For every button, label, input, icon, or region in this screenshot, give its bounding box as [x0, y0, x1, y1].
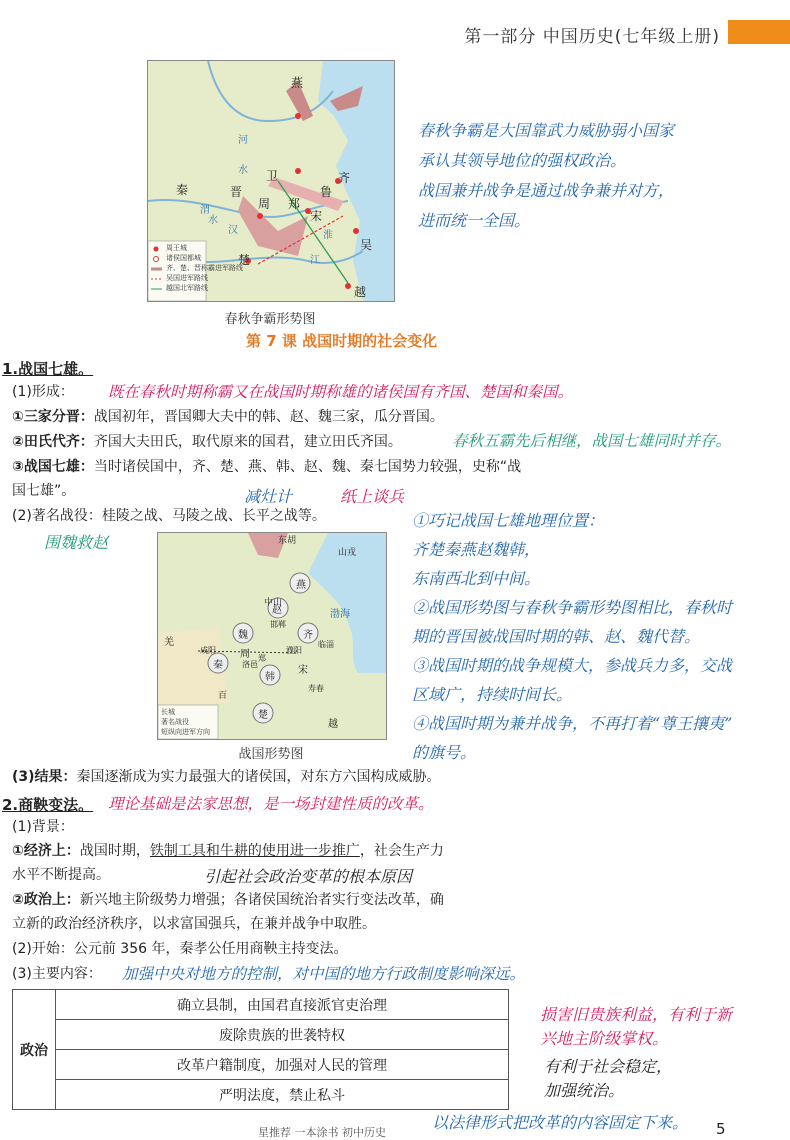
map2-label-zheng: 郑	[258, 654, 266, 663]
map2-label-shouchun: 寿春	[308, 684, 324, 693]
econ-label: ①经济上：	[12, 843, 80, 859]
table-row	[13, 990, 509, 1020]
footer-text: 星推荐 一本涂书 初中历史	[258, 1126, 386, 1139]
reform-table	[12, 989, 509, 1110]
note-top-line3: 战国兼并战争是通过战争兼并对方，	[418, 181, 675, 200]
map1-label-yue: 越	[354, 285, 367, 299]
battle-changping: 长平之战	[241, 508, 298, 524]
map1-river-he: 河	[238, 135, 248, 146]
map2-label-xianyang: 咸阳	[200, 646, 216, 655]
econ-text-c: ，社会生产力	[359, 843, 444, 859]
map2-label-luoyi: 洛邑	[242, 660, 258, 669]
map2-label-yan: 燕	[296, 580, 306, 591]
map2-label-qiang: 羌	[164, 637, 174, 648]
map2-legend-item: 短纵向进军方向	[161, 728, 210, 736]
formation-note: 既在春秋时期称霸又在战国时期称雄的诸侯国有齐国、楚国和秦国。	[108, 383, 574, 401]
map1-caption: 春秋争霸形势图	[224, 312, 316, 327]
table-category: 政治	[13, 990, 56, 1110]
section2-title: 2.商鞅变法。	[2, 796, 94, 814]
map1-legend-item: 周王城	[166, 244, 187, 252]
result-text: 秦国逐渐成为实力最强大的诸侯国，对东方六国构成威胁。	[76, 769, 441, 785]
note-right-2: 齐楚秦燕赵魏韩，	[412, 540, 541, 559]
note-huji-1: 有利于社会稳定，	[544, 1057, 673, 1076]
note-right-1: ①巧记战国七雄地理位置：	[412, 511, 605, 530]
note-nobles-1: 损害旧贵族利益，有利于新	[540, 1005, 733, 1024]
map1-legend-item: 越国北军路线	[166, 284, 208, 292]
table-cell: 确立县制，由国君直接派官吏治理	[56, 990, 509, 1020]
note-top-line1: 春秋争霸是大国靠武力威胁弱小国家	[418, 121, 675, 140]
start-line	[12, 940, 347, 959]
map2-label-handan: 邯郸	[270, 620, 286, 629]
item1-label: ①三家分晋：	[12, 409, 94, 425]
page-number: 5	[716, 1120, 726, 1138]
map2-label-chu: 楚	[258, 710, 268, 721]
econ-line	[12, 842, 444, 861]
note-right-9: 的旗号。	[412, 743, 477, 762]
map1-label-wu: 吴	[360, 238, 373, 252]
pol-text: 新兴地主阶级势力增强；各诸侯国统治者实行变法改革，确	[79, 892, 444, 908]
comma: 、	[227, 508, 242, 524]
note-zhi: 纸上谈兵	[340, 487, 405, 506]
map2-legend	[161, 707, 210, 737]
item2-line	[12, 433, 402, 452]
battle-maling: 马陵之战	[171, 508, 228, 524]
map1-river-jiang: 江	[310, 255, 320, 266]
map1-river-wei: 渭	[200, 205, 210, 216]
lesson-title: 第 7 课 战国时期的社会变化	[246, 332, 438, 350]
econ-text-b: 铁制工具和牛耕的使用进一步推广	[149, 843, 360, 859]
map2-label-han: 韩	[265, 672, 275, 683]
map1-legend-item: 诸侯国都城	[166, 254, 201, 262]
section1-title: 1.战国七雄。	[2, 360, 94, 378]
map1-river-han: 汉	[228, 225, 238, 236]
item2-label: ②田氏代齐：	[12, 434, 94, 450]
page-header-title: 第一部分 中国历史(七年级上册)	[464, 27, 720, 47]
content-label: (3)主要内容：	[12, 966, 102, 982]
note-law: 以法律形式把改革的内容固定下来。	[432, 1113, 689, 1132]
content-note: 加强中央对地方的控制，对中国的地方行政制度影响深远。	[122, 965, 526, 983]
note-right-7: 区域广，持续时间长。	[412, 685, 573, 704]
item3-label: ③战国七雄：	[12, 459, 94, 475]
map2-label-zhao: 赵	[272, 605, 282, 616]
note-right-3: 东南西北到中间。	[412, 569, 541, 588]
map1-label-song: 宋	[310, 209, 323, 223]
map1-label-lu: 鲁	[320, 185, 333, 199]
item1-text: 战国初年，晋国卿大夫中的韩、赵、魏三家，瓜分晋国。	[93, 409, 444, 425]
map2-label-bai: 百	[218, 691, 228, 701]
map2-label-qin: 秦	[213, 660, 223, 671]
formation-label: (1)形成：	[12, 384, 74, 400]
section2-title-note: 理论基础是法家思想，是一场封建性质的改革。	[108, 795, 434, 813]
map2-label-linzi: 临淄	[318, 640, 334, 649]
note-nobles-2: 兴地主阶级掌权。	[540, 1029, 669, 1048]
start-text: 公元前 356 年，秦孝公任用商鞅主持变法。	[73, 941, 348, 957]
econ-note: 引起社会政治变革的根本原因	[204, 867, 413, 886]
map1-legend	[166, 243, 243, 293]
table-cell: 严明法度，禁止私斗	[56, 1080, 509, 1110]
note-right-6: ③战国时期的战争规模大，参战兵力多，交战	[412, 656, 733, 675]
item2-text: 齐国大夫田氏，取代原来的国君，建立田氏齐国。	[93, 434, 402, 450]
map1-label-qi: 齐	[338, 171, 351, 185]
econ-text-a: 战国时期，	[79, 843, 150, 859]
map1-river-shui2: 水	[208, 215, 218, 226]
map2-label-shanrong: 山戎	[338, 548, 357, 558]
map1-label-chu: 楚	[238, 253, 251, 267]
note-zao: 减灶计	[244, 487, 293, 506]
header-accent-bar	[728, 20, 790, 44]
note-top-line4: 进而统一全国。	[418, 211, 531, 230]
map1-river-shui: 水	[238, 165, 248, 176]
note-right-8: ④战国时期为兼并战争，不再打着“尊王攘夷”	[412, 714, 733, 733]
battle-guiling: 桂陵之战	[101, 508, 158, 524]
map2-caption: 战国形势图	[238, 747, 304, 762]
map1-label-zheng: 郑	[288, 197, 301, 211]
map2-label-yue: 越	[328, 719, 338, 730]
map1-label-yan: 燕	[291, 76, 304, 90]
table-row	[13, 1050, 509, 1080]
note-huji-2: 加强统治。	[544, 1081, 625, 1100]
note-right-4: ②战国形势图与春秋争霸形势图相比，春秋时	[412, 598, 733, 617]
battles-label: (2)著名战役：	[12, 508, 102, 524]
map2-label-donghu: 东胡	[278, 536, 297, 546]
item3-text: 当时诸侯国中，齐、楚、燕、韩、赵、魏、秦七国势力较强，史称“战	[93, 459, 522, 475]
table-row	[13, 1080, 509, 1110]
map1-label-qin: 秦	[176, 183, 189, 197]
result-label: (3)结果：	[12, 769, 77, 785]
note-right-5: 期的晋国被战国时期的韩、赵、魏代替。	[412, 627, 701, 646]
map2-label-qi: 齐	[303, 630, 313, 641]
pol-line2: 立新的政治经济秩序，以求富国强兵，在兼并战争中取胜。	[12, 916, 376, 932]
battles-end: 等。	[297, 508, 326, 524]
start-label: (2)开始：	[12, 941, 74, 957]
map2-label-song: 宋	[298, 665, 308, 676]
pol-line	[12, 891, 444, 910]
pol-label: ②政治上：	[12, 892, 80, 908]
map1-label-zhou: 周	[258, 197, 271, 211]
table-row	[13, 1020, 509, 1050]
map1-river-huai: 淮	[323, 230, 333, 241]
map2-legend-item: 长城	[161, 708, 175, 716]
map2-label-wei: 魏	[238, 630, 248, 641]
item1-line	[12, 408, 444, 427]
result-line	[12, 768, 441, 787]
item3-line	[12, 458, 521, 477]
econ-line2: 水平不断提高。	[12, 867, 110, 883]
map1-legend-item: 齐、楚、晋称霸进军路线	[166, 264, 243, 272]
item2-note: 春秋五霸先后相继，战国七雄同时并存。	[452, 432, 732, 450]
item3-line2: 国七雄”。	[12, 483, 76, 499]
note-top-line2: 承认其领导地位的强权政治。	[418, 151, 627, 170]
map1-legend-item: 吴国进军路线	[166, 274, 208, 282]
map2-label-bohai: 渤海	[330, 609, 350, 620]
warring-states-map	[157, 532, 387, 740]
map1-label-jin: 晋	[230, 185, 243, 199]
map2-label-zhongshan: 中山	[264, 598, 283, 608]
table-cell: 废除贵族的世袭特权	[56, 1020, 509, 1050]
map2-label-zhou: 周	[240, 649, 250, 660]
battles-line	[12, 507, 326, 526]
comma: 、	[157, 508, 172, 524]
map1-label-wei: 卫	[266, 169, 279, 183]
background-label: (1)背景：	[12, 819, 74, 835]
map2-label-puyang: 濮阳	[286, 646, 302, 655]
map2-legend-item: 著名战役	[161, 718, 189, 726]
note-wei: 围魏救赵	[44, 533, 109, 552]
spring-autumn-map	[147, 60, 395, 302]
table-cell: 改革户籍制度，加强对人民的管理	[56, 1050, 509, 1080]
